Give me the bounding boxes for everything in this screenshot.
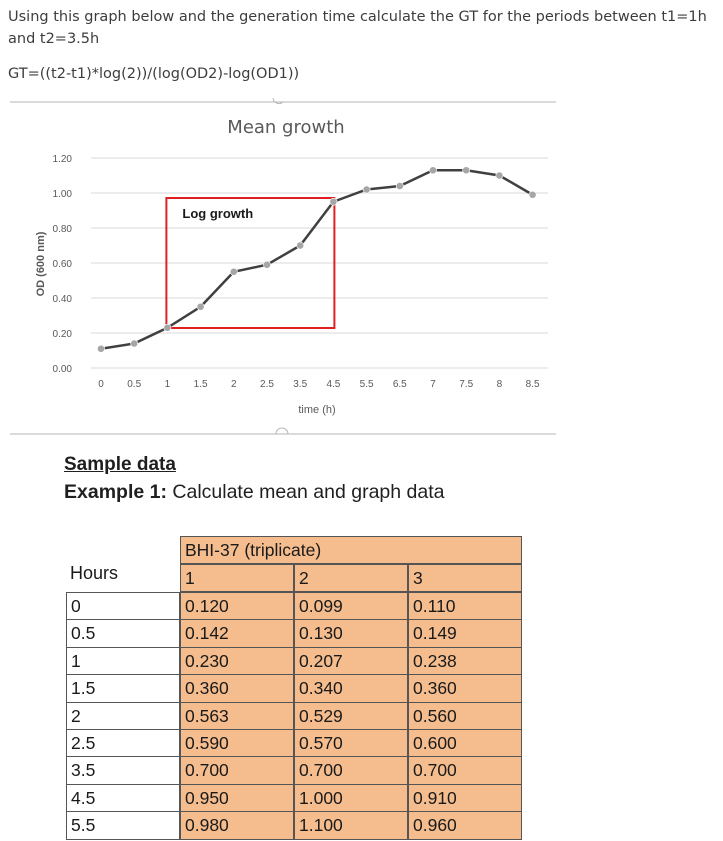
replicate-header: 2 <box>294 564 408 592</box>
data-point <box>529 191 536 198</box>
hours-cell: 3.5 <box>66 756 180 784</box>
data-point <box>463 167 470 174</box>
chart-frame-handle-top <box>273 98 283 104</box>
example-text: Calculate mean and graph data <box>166 481 445 503</box>
chart-title: Mean growth <box>227 117 345 138</box>
y-tick-label: 0.40 <box>52 294 72 305</box>
od-value-cell: 0.590 <box>180 729 294 757</box>
x-tick-label: 7 <box>430 379 436 390</box>
example-label: Example 1: <box>64 481 167 503</box>
od-value-cell: 0.570 <box>294 729 408 757</box>
x-tick-label: 8.5 <box>525 379 540 390</box>
od-value-cell: 0.529 <box>294 702 408 730</box>
od-value-cell: 0.149 <box>408 619 522 647</box>
od-value-cell: 0.130 <box>294 619 408 647</box>
od-value-cell: 1.000 <box>294 784 408 812</box>
x-tick-label: 3.5 <box>293 379 308 390</box>
data-point <box>429 167 436 174</box>
hours-column-header: Hours <box>70 563 119 583</box>
log-growth-label: Log growth <box>182 206 254 221</box>
x-tick-label: 8 <box>496 379 503 390</box>
x-tick-label: 7.5 <box>459 379 474 390</box>
data-point <box>131 340 138 347</box>
od-value-cell: 0.142 <box>180 619 294 647</box>
hours-cell: 5.5 <box>66 811 180 839</box>
od-value-cell: 0.099 <box>294 592 408 620</box>
od-value-cell: 0.700 <box>408 756 522 784</box>
data-point <box>263 261 270 268</box>
x-axis-title: time (h) <box>298 404 336 416</box>
question-text: Using this graph below and the generation time calculate the GT for the periods between t1=1h and t2=3.5h <box>8 9 707 47</box>
data-point <box>496 172 503 179</box>
hours-cell: 0 <box>66 592 180 620</box>
data-point <box>297 242 304 249</box>
od-value-cell: 0.120 <box>180 592 294 620</box>
y-tick-label: 1.00 <box>52 189 72 200</box>
formula-text: GT=((t2-t1)*log(2))/(log(OD2)-log(OD1)) <box>8 66 300 82</box>
sample-data-heading: Sample data <box>64 454 176 475</box>
od-value-cell: 0.600 <box>408 729 522 757</box>
od-value-cell: 0.207 <box>294 647 408 675</box>
y-tick-label: 0.00 <box>52 364 72 375</box>
replicate-header: 1 <box>180 564 294 592</box>
chart-frame-handle-bottom <box>276 428 288 434</box>
data-point <box>330 198 337 205</box>
od-value-cell: 0.700 <box>180 756 294 784</box>
replicate-header: 3 <box>408 564 522 592</box>
od-value-cell: 0.700 <box>294 756 408 784</box>
x-tick-label: 5.5 <box>359 379 374 390</box>
x-tick-label: 0.5 <box>127 379 142 390</box>
od-value-cell: 0.238 <box>408 647 522 675</box>
od-value-cell: 0.360 <box>408 674 522 702</box>
od-value-cell: 0.340 <box>294 674 408 702</box>
x-tick-label: 2 <box>231 379 237 390</box>
x-tick-label: 1.5 <box>193 379 208 390</box>
hours-cell: 2.5 <box>66 729 180 757</box>
y-tick-label: 0.20 <box>52 329 72 340</box>
x-tick-label: 0 <box>98 379 104 390</box>
x-tick-label: 4.5 <box>326 379 341 390</box>
hours-cell: 0.5 <box>66 619 180 647</box>
od-value-cell: 0.360 <box>180 674 294 702</box>
od-value-cell: 1.100 <box>294 811 408 839</box>
y-tick-label: 0.80 <box>52 224 72 235</box>
hours-cell: 1.5 <box>66 674 180 702</box>
x-tick-label: 1 <box>164 379 171 390</box>
y-axis-title: OD (600 nm) <box>35 231 47 297</box>
od-value-cell: 0.960 <box>408 811 522 839</box>
od-value-cell: 0.230 <box>180 647 294 675</box>
y-tick-label: 1.20 <box>52 154 72 165</box>
example-instruction <box>64 481 445 504</box>
hours-cell: 4.5 <box>66 784 180 812</box>
sample-data-table <box>0 534 723 841</box>
od-value-cell: 0.110 <box>408 592 522 620</box>
growth-chart-svg <box>0 90 723 442</box>
od-value-cell: 0.980 <box>180 811 294 839</box>
od-value-cell: 0.950 <box>180 784 294 812</box>
x-tick-label: 6.5 <box>392 379 407 390</box>
data-point <box>230 268 237 275</box>
data-point <box>396 182 403 189</box>
data-point <box>97 345 104 352</box>
data-point <box>363 186 370 193</box>
data-point <box>164 324 171 331</box>
x-tick-label: 2.5 <box>260 379 274 390</box>
group-header: BHI-37 (triplicate) <box>180 536 522 564</box>
data-point <box>197 303 204 310</box>
growth-chart <box>0 90 723 442</box>
hours-cell: 1 <box>66 647 180 675</box>
od-value-cell: 0.910 <box>408 784 522 812</box>
y-tick-label: 0.60 <box>52 259 72 270</box>
od-value-cell: 0.560 <box>408 702 522 730</box>
od-value-cell: 0.563 <box>180 702 294 730</box>
hours-cell: 2 <box>66 702 180 730</box>
